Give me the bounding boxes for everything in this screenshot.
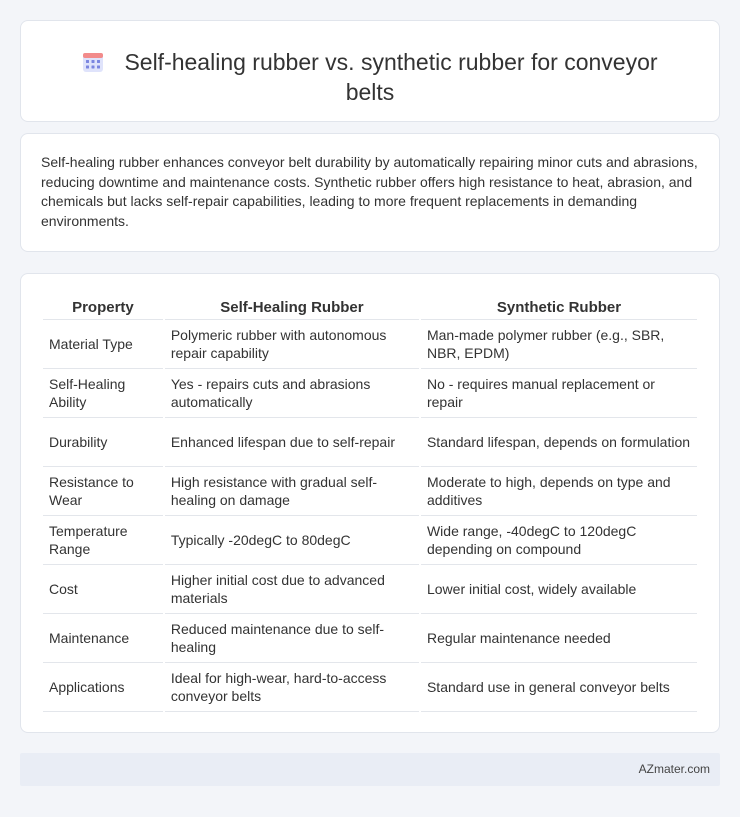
cell-property: Maintenance <box>43 614 163 663</box>
cell-synthetic: Standard use in general conveyor belts <box>421 663 697 712</box>
cell-property: Applications <box>43 663 163 712</box>
intro-card <box>20 133 720 252</box>
cell-property: Cost <box>43 565 163 614</box>
comparison-card <box>20 273 720 733</box>
cell-synthetic: Regular maintenance needed <box>421 614 697 663</box>
comparison-table <box>41 296 699 712</box>
title-card <box>20 20 720 122</box>
cell-property: Temperature Range <box>43 516 163 565</box>
table-row <box>43 320 697 369</box>
cell-self-healing: Polymeric rubber with autonomous repair capability <box>165 320 419 369</box>
page-title: Self-healing rubber vs. synthetic rubber for conveyor belts <box>124 49 658 105</box>
header-synthetic: Synthetic Rubber <box>421 296 697 320</box>
table-row <box>43 663 697 712</box>
cell-property: Self-Healing Ability <box>43 369 163 418</box>
cell-self-healing: Yes - repairs cuts and abrasions automatically <box>165 369 419 418</box>
calendar-grid-icon <box>82 51 104 73</box>
table-row <box>43 418 697 467</box>
table-row <box>43 516 697 565</box>
footer-bar <box>20 753 720 786</box>
cell-synthetic: Lower initial cost, widely available <box>421 565 697 614</box>
cell-self-healing: Typically -20degC to 80degC <box>165 516 419 565</box>
cell-self-healing: Reduced maintenance due to self-healing <box>165 614 419 663</box>
table-header-row <box>43 296 697 320</box>
table-row <box>43 369 697 418</box>
header-property: Property <box>43 296 163 320</box>
cell-property: Material Type <box>43 320 163 369</box>
table-row <box>43 614 697 663</box>
cell-synthetic: Standard lifespan, depends on formulation <box>421 418 697 467</box>
cell-self-healing: High resistance with gradual self-healing on damage <box>165 467 419 516</box>
cell-synthetic: Man-made polymer rubber (e.g., SBR, NBR, EPDM) <box>421 320 697 369</box>
table-row <box>43 467 697 516</box>
header-self-healing: Self-Healing Rubber <box>165 296 419 320</box>
cell-synthetic: No - requires manual replacement or repair <box>421 369 697 418</box>
page-title-wrap <box>61 47 679 107</box>
table-row <box>43 565 697 614</box>
cell-synthetic: Wide range, -40degC to 120degC depending on compound <box>421 516 697 565</box>
cell-self-healing: Enhanced lifespan due to self-repair <box>165 418 419 467</box>
cell-synthetic: Moderate to high, depends on type and additives <box>421 467 697 516</box>
intro-paragraph: Self-healing rubber enhances conveyor belt durability by automatically repairing minor cuts and abrasions, reducing downtime and maintenance costs. Synthetic rubber offers high resistance to heat, abrasion, and chemicals but lacks self-repair capabilities, leading to more frequent replacements in demanding environments. <box>41 154 698 229</box>
cell-property: Resistance to Wear <box>43 467 163 516</box>
cell-self-healing: Higher initial cost due to advanced materials <box>165 565 419 614</box>
cell-property: Durability <box>43 418 163 467</box>
cell-self-healing: Ideal for high-wear, hard-to-access conveyor belts <box>165 663 419 712</box>
footer-brand: AZmater.com <box>638 762 710 776</box>
